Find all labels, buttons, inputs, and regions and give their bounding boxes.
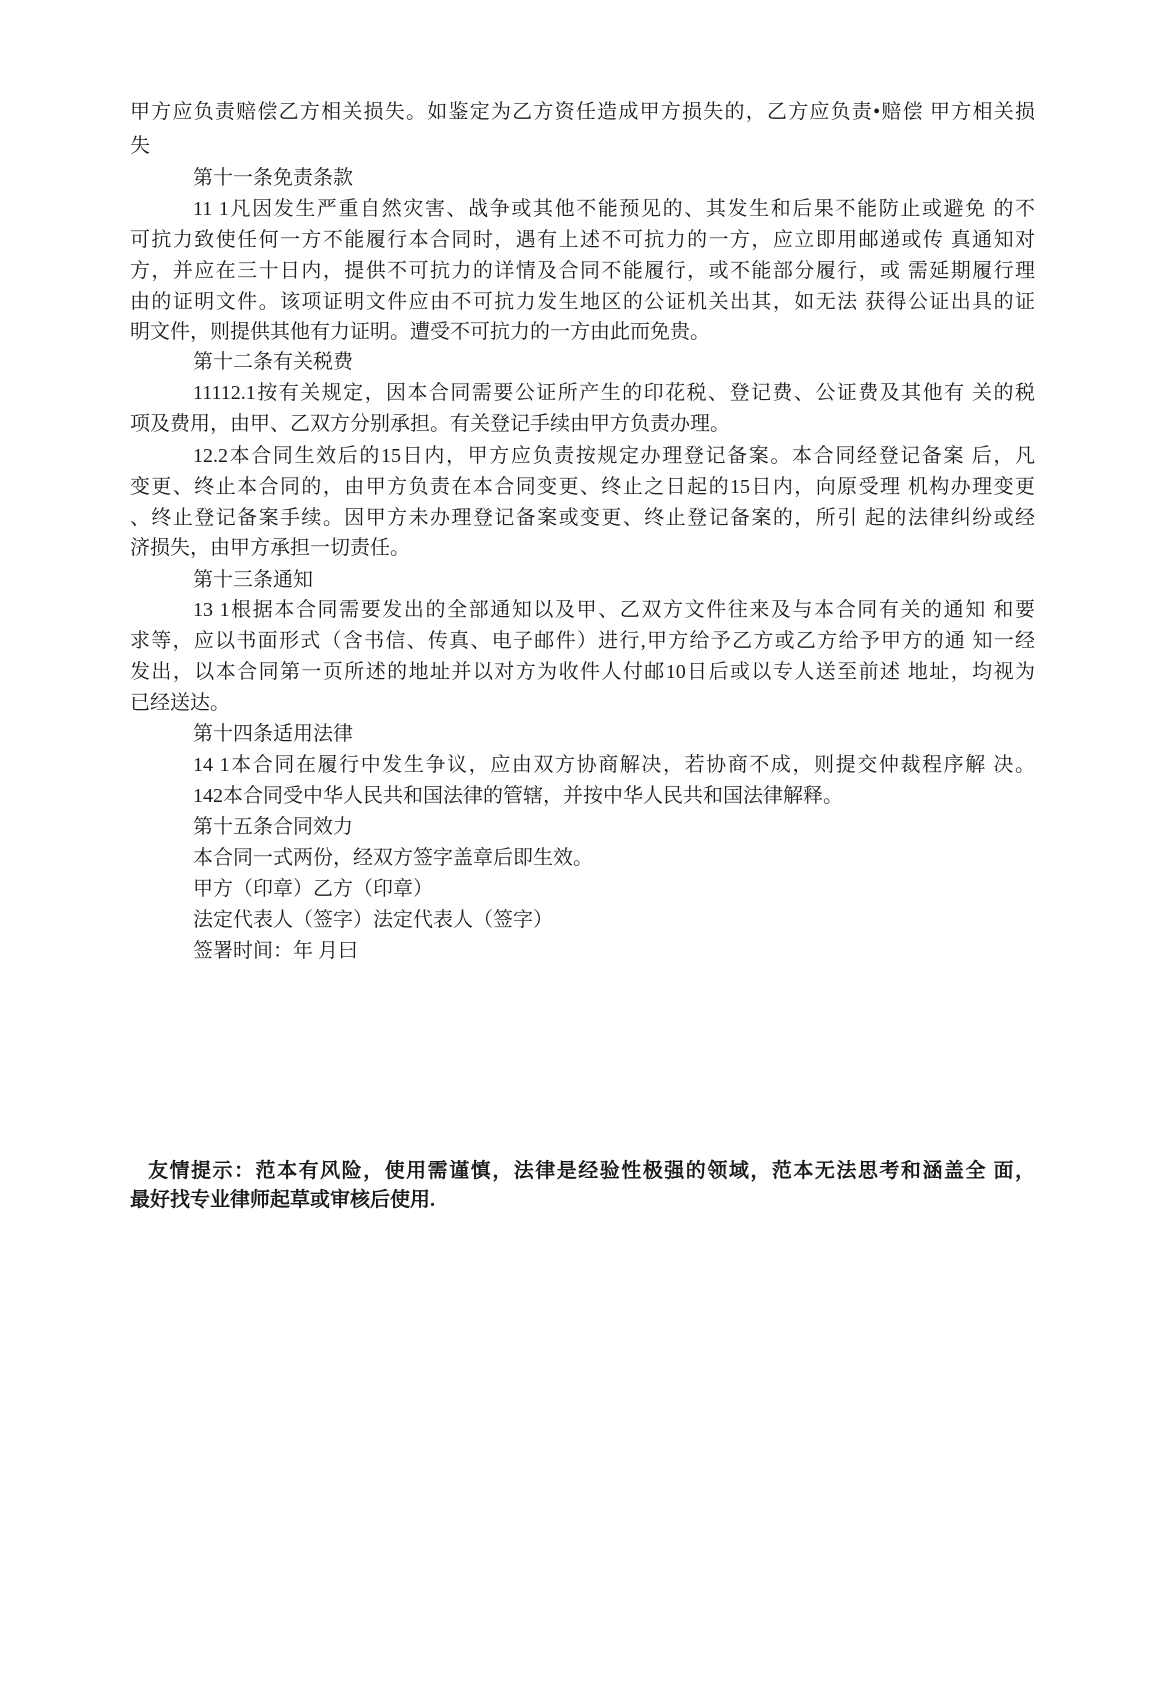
friendly-tip-line-2: 最好找专业律师起草或审核后使用.: [130, 1189, 435, 1211]
document-line: 发出，以本合同第一页所述的地址并以对方为收件人付邮10日后或以专人送至前述 地址，均视为: [130, 661, 1035, 683]
document-line: 、终止登记备案手续。因甲方未办理登记备案或变更、终止登记备案的，所引 起的法律纠纷或经: [130, 507, 1035, 529]
document-line: 11112.1按有关规定，因本合同需要公证所产生的印花税、登记费、公证费及其他有 关的税: [193, 382, 1035, 404]
document-line: 由的证明文件。该项证明文件应由不可抗力发生地区的公证机关出其，如无法 获得公证出具的证: [130, 291, 1035, 313]
document-line: 失: [130, 135, 150, 157]
article-heading: 第十五条合同效力: [193, 816, 353, 838]
document-line: 12.2本合同生效后的15日内，甲方应负责按规定办理登记备案。本合同经登记备案 后，凡: [193, 445, 1035, 467]
document-line: 求等，应以书面形式（含书信、传真、电子邮件）进行,甲方给予乙方或乙方给予甲方的通 知一经: [130, 630, 1035, 652]
friendly-tip-line-1: 友情提示：范本有风险，使用需谨慎，法律是经验性极强的领域，范本无法思考和涵盖全 面，: [148, 1160, 1035, 1182]
document-line: 明文件，则提供其他有力证明。遭受不可抗力的一方由此而免贵。: [130, 321, 710, 343]
document-line: 11 1凡因发生严重自然灾害、战争或其他不能预见的、其发生和后果不能防止或避免 的不: [193, 198, 1035, 220]
document-line: 济损失，由甲方承担一切责任。: [130, 537, 410, 559]
article-heading: 第十三条通知: [193, 569, 313, 591]
document-line: 法定代表人（签字）法定代表人（签字）: [193, 909, 553, 931]
document-line: 已经送达。: [130, 692, 230, 714]
document-line: 项及费用，由甲、乙双方分别承担。有关登记手续由甲方负责办理。: [130, 413, 730, 435]
article-heading: 第十一条免责条款: [193, 167, 353, 189]
document-line: 13 1根据本合同需要发出的全部通知以及甲、乙双方文件往来及与本合同有关的通知 和要: [193, 599, 1035, 621]
document-line: 变更、终止本合同的，由甲方负责在本合同变更、终止之日起的15日内，向原受理 机构办理变更: [130, 476, 1035, 498]
document-line: 本合同一式两份，经双方签字盖章后即生效。: [193, 847, 593, 869]
document-line: 甲方应负责赔偿乙方相关损失。如鉴定为乙方资任造成甲方损失的，乙方应负责•赔偿 甲方相关损: [130, 101, 1035, 123]
document-line: 甲方（印章）乙方（印章）: [193, 878, 433, 900]
article-heading: 第十四条适用法律: [193, 723, 353, 745]
document-line: 方，并应在三十日内，提供不可抗力的详情及合同不能履行，或不能部分履行，或 需延期履行理: [130, 260, 1035, 282]
document-line: 14 1本合同在履行中发生争议，应由双方协商解决，若协商不成，则提交仲裁程序解 决。: [193, 754, 1035, 776]
document-line: 142本合同受中华人民共和国法律的管辖，并按中华人民共和国法律解释。: [193, 785, 843, 807]
article-heading: 第十二条有关税费: [193, 351, 353, 373]
document-line: 可抗力致使任何一方不能履行本合同时，遇有上述不可抗力的一方，应立即用邮递或传 真通知对: [130, 229, 1035, 251]
document-line: 签署时间：年 月曰: [193, 940, 358, 962]
